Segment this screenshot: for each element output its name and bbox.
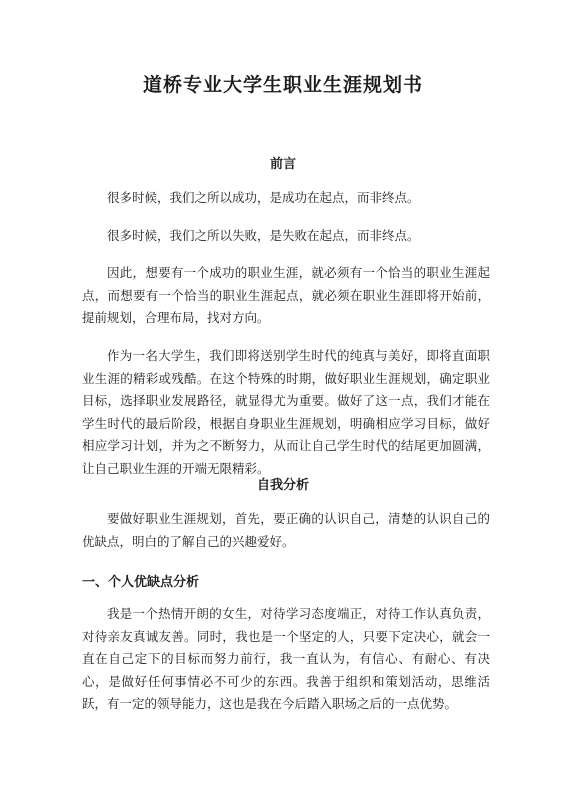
preface-paragraph-3: 因此，想要有一个成功的职业生涯，就必须有一个恰当的职业生涯起点，而想要有一个恰当的职业生涯起点，就必须在职业生涯即将开始前，提前规划，合理布局，找对方向。: [82, 265, 490, 325]
subheading-strengths-weaknesses: 一、个人优缺点分析: [82, 575, 200, 590]
preface-paragraph-2: 很多时候，我们之所以失败，是失败在起点，而非终点。: [107, 228, 420, 243]
document-title: 道桥专业大学生职业生涯规划书: [142, 74, 423, 96]
section-heading-self-analysis: 自我分析: [256, 478, 309, 493]
preface-paragraph-4: 作为一名大学生，我们即将送别学生时代的纯真与美好，即将直面职业生涯的精彩或残酷。在这个特殊的时期，做好职业生涯规划，确定职业目标，选择职业发展路径，就显得尤为重要。做好了这一点，我们才能在学生时代的最后阶段，根据自身职业生涯规划，明确相应学习目标，做好相应学习计划，并为之不断努力，从而让自己学生时代的结尾更加圆满，让自己职业生涯的开端无限精彩。: [82, 348, 490, 476]
strengths-paragraph-1: 我是一个热情开朗的女生，对待学习态度端正，对待工作认真负责，对待亲友真诚友善。同时，我也是一个坚定的人，只要下定决心，就会一直在自己定下的目标而努力前行，我一直认为，有信心、有耐心、有决心，是做好任何事情必不可少的东西。我善于组织和策划活动，思维活跃，有一定的领导能力，这也是我在今后踏入职场之后的一点优势。: [82, 606, 490, 711]
section-heading-preface: 前言: [269, 157, 296, 172]
self-analysis-paragraph-1: 要做好职业生涯规划，首先，要正确的认识自己，清楚的认识自己的优缺点，明白的了解自己的兴趣爱好。: [82, 511, 490, 549]
preface-paragraph-1: 很多时候，我们之所以成功，是成功在起点，而非终点。: [107, 190, 420, 205]
